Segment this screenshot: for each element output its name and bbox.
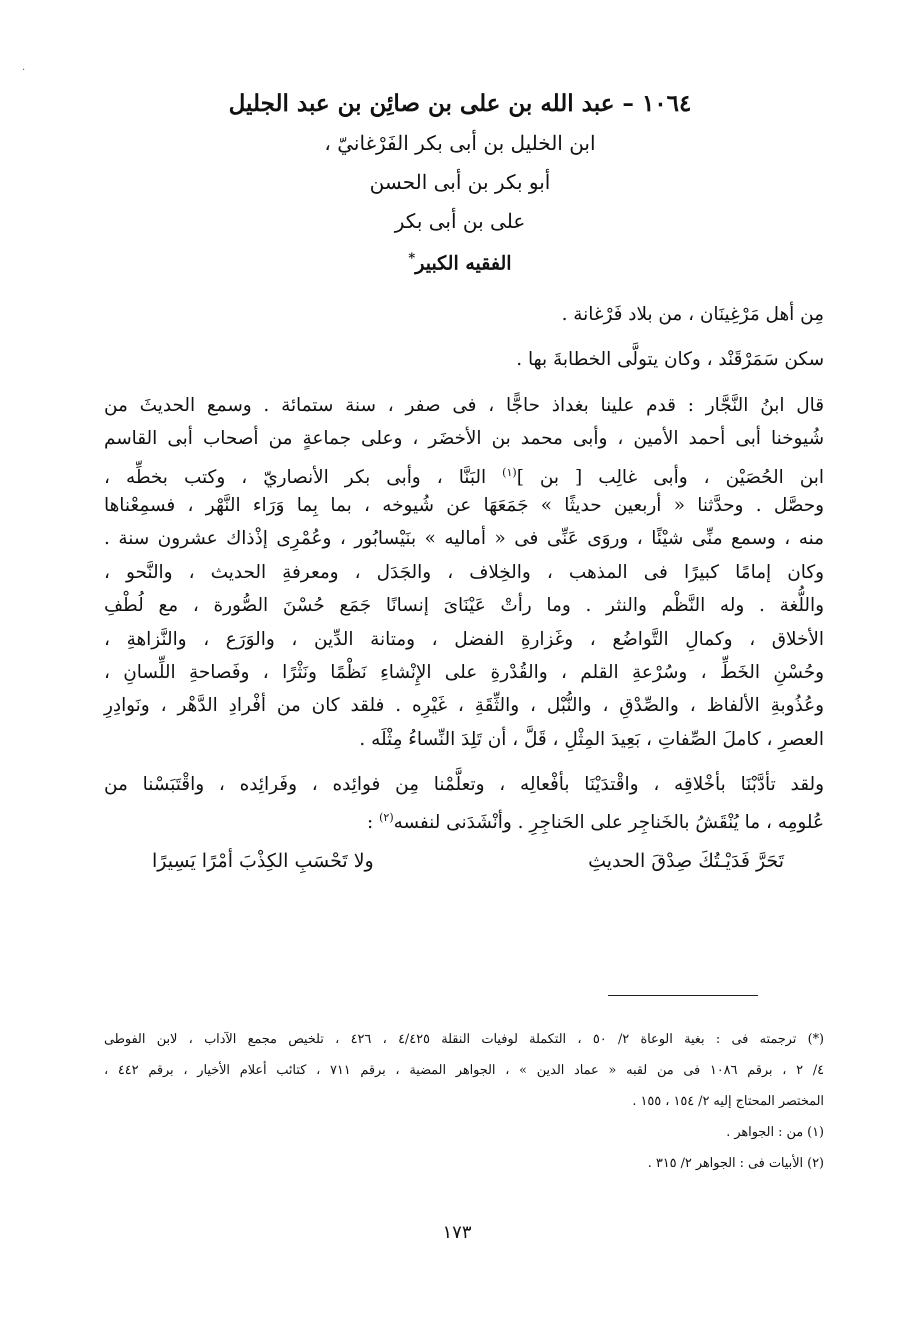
footnote-marker-1: (١): [502, 465, 517, 479]
paragraph-line: مِن أهل مَرْغِينَان ، من بلاد فَرْغانة .: [561, 304, 824, 325]
header-line: أبو بكر بن أبى الحسن: [369, 170, 551, 194]
header-line: على بن أبى بكر: [394, 209, 526, 233]
poem-verse: [104, 843, 824, 879]
paragraph-line: قال ابنُ النَّجَّار : قدم علينا بغداذ حاجًّا ، فى صفر ، سنة ستمائة . وسمع الحديثَ من: [104, 394, 824, 416]
footnote-marker-2: (٢): [379, 811, 394, 825]
entry-header: [180, 84, 740, 281]
entry-body: [104, 298, 824, 879]
verse-first-hemistich: تَحَرَّ فَدَيْـتُكَ صِدْقَ الحديثِ: [588, 849, 784, 872]
paragraph-line: وحُسْنِ الخَطِّ ، وسُرْعةِ القلم ، والقُدْرةِ على الإِنْشاءِ نَظْمًا ونَثْرًا ، وفَصاحةِ اللِّسانِ ،: [104, 661, 824, 683]
paragraph-line: وحصَّل . وحدَّثنا « أربعين حديثًا » جَمَعَهَا عن شُيوخه ، بما بِما وَرَاء النَّهْر ، فسمِعْناها: [104, 494, 824, 516]
header-line: ابن الخليل بن أبى بكر الفَرْغانيّ ،: [324, 131, 596, 155]
footnote-2: (٢) الأبيات فى : الجواهر ٢/ ٣١٥ .: [647, 1156, 824, 1171]
footnote-marker-star: *: [408, 251, 416, 266]
paragraph-line: عُلومِه ، ما يُنْقَشُ بالخَناجِر على الحَناجِرِ . وأنْشَدَنى لنفسه$^{(٢)}$ :: [367, 811, 824, 834]
paragraph-line: واللُّغة . وله النَّظْم والنثر . وما رأتْ عَيْنَاىَ إنسانًا جَمَع حُسْنَ الصُّورة ، مع لُطْفِ: [104, 595, 824, 617]
footnote-1: (١) من : الجواهر .: [726, 1125, 824, 1140]
paragraph-line: سكن سَمَرْقَنْد ، وكان يتولَّى الخطابةَ بها .: [516, 349, 824, 371]
entry-heading: ١٠٦٤ – عبد الله بن على بن صائِن بن عبد الجليل: [228, 90, 692, 117]
footnote-line: ٤/ ٢ ، برقم ١٠٨٦ فى من لقبه « عماد الدين » ، الجواهر المضية ، برقم ٧١١ ، كتائب أعلام الأخيار ، برقم ٤٤٢ ،: [104, 1063, 825, 1078]
footnotes: [104, 1024, 824, 1179]
footnote-line: المختصر المحتاج إليه ٢/ ١٥٤ ، ١٥٥ .: [632, 1094, 824, 1109]
header-epithet: الفقيه الكبير: [415, 252, 512, 275]
footnote-separator: [608, 995, 758, 996]
paragraph-line: منه ، وسمع منِّى شيْئًا ، وروَى عَنِّى فى « أماليه » بنَيْسابُور ، وعُمْرِى إذْذاك عشرون سنة .: [104, 528, 824, 550]
paragraph-line: وعُذُوبةِ الألفاظ ، والصِّدْقِ ، والنُّبْل ، والثِّقَةِ ، غَيْرِه . فلقد كان من أفْرادِ الدَّهْر ، ونَوادِرِ: [104, 695, 824, 717]
paragraph-line: شُيوخنا أبى أحمد الأمين ، وأبى محمد بن الأخضَر ، وعلى جماعةٍ من أصحاب أبى القاسم: [104, 428, 824, 450]
header-line: [180, 241, 740, 281]
verse-second-hemistich: ولا تَحْسَبِ الكِذْبَ أمْرًا يَسِيرًا: [152, 849, 374, 872]
paragraph-line: الأخلاق ، وكمالِ التَّواضُع ، وغَزارةِ الفضل ، ومتانة الدِّين ، والوَرَع ، والنَّزاهةِ ،: [104, 628, 824, 650]
paragraph-line: العصرِ ، كاملَ الصِّفاتِ ، بَعِيدَ المِثْلِ ، قَلَّ ، أن تَلِدَ النِّساءُ مِثْلَه .: [359, 728, 824, 750]
page-number: ١٧٣: [442, 1222, 472, 1243]
margin-mark: .: [22, 62, 26, 73]
paragraph-line: وكان إمامًا كبيرًا فى المذهب ، والخِلاف ، والجَدَل ، ومعرفةِ الحديث ، والنَّحو ،: [104, 561, 824, 583]
footnote-line: (*) ترجمته فى : بغية الوعاة ٢/ ٥٠ ، التكملة لوفيات النقلة ٤/٤٢٥ ، ٤٢٦ ، تلخيص مجمع الآداب ، لابن الفوطى: [104, 1032, 824, 1047]
paragraph-line: ولقد تأدَّبْنَا بأخْلاقِه ، واقْتدَيْنَا بأفْعالِه ، وتعلَّمْنا مِن فوائِده ، وفَرائِده ، واقْتَبَسْنا من: [104, 774, 824, 796]
paragraph-line: ابن الحُصَيْن ، وأبى غالِب [ بن ]$^{(١)}$ البَنَّا ، وأبى بكر الأنصاريّ ، وكتب بخطِّه ،: [104, 465, 824, 488]
